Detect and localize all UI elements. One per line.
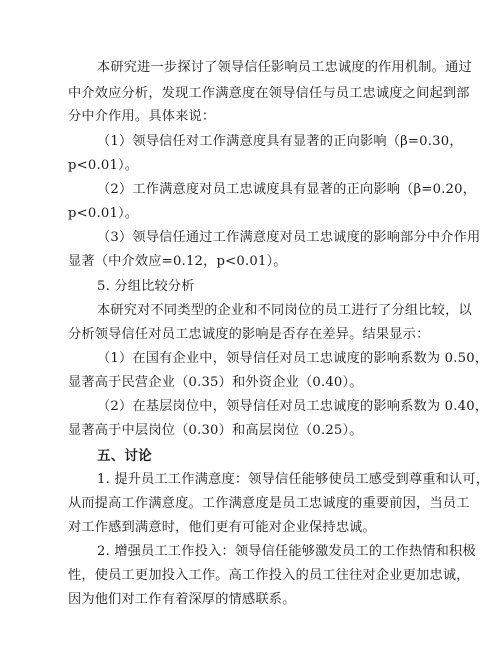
item-2-line-2: p<0.01）。 — [68, 206, 139, 221]
discussion-1-line-1: 1. 提升员工工作满意度：领导信任能够使员工感受到尊重和认可， — [97, 472, 490, 487]
paragraph-2-line-2: 分析领导信任对员工忠诚度的影响是否存在差异。结果显示： — [68, 327, 430, 342]
paragraph-1-line-2: 中介效应分析，发现工作满意度在领导信任与员工忠诚度之间起到部 — [68, 86, 470, 101]
item-3-line-1: （3）领导信任通过工作满意度对员工忠诚度的影响部分中介作用 — [97, 230, 481, 245]
item-4-line-2: 显著高于民营企业（0.35）和外资企业（0.40）。 — [68, 375, 363, 390]
section-heading-grouping: 5. 分组比较分析 — [97, 279, 195, 294]
item-5-line-2: 显著高于中层岗位（0.30）和高层岗位（0.25）。 — [68, 423, 363, 438]
discussion-2-line-3: 因为他们对工作有着深厚的情感联系。 — [68, 592, 296, 607]
item-1-line-1: （1）领导信任对工作满意度具有显著的正向影响（β=0.30， — [97, 134, 463, 149]
item-2-line-1: （2）工作满意度对员工忠诚度具有显著的正向影响（β=0.20， — [97, 182, 477, 197]
paragraph-1-line-1: 本研究进一步探讨了领导信任影响员工忠诚度的作用机制。通过 — [97, 60, 472, 75]
discussion-1-line-2: 从而提高工作满意度。工作满意度是员工忠诚度的重要前因，当员工 — [68, 496, 470, 511]
discussion-1-line-3: 对工作感到满意时，他们更有可能对企业保持忠诚。 — [68, 520, 376, 535]
paragraph-1-line-3: 分中介作用。具体来说： — [68, 109, 216, 124]
discussion-2-line-2: 性，使员工更加投入工作。高工作投入的员工往往对企业更加忠诚， — [68, 568, 470, 583]
discussion-2-line-1: 2. 增强员工工作投入：领导信任能够激发员工的工作热情和积极 — [97, 544, 476, 559]
section-heading-discussion: 五、讨论 — [97, 448, 152, 464]
item-4-line-1: （1）在国有企业中，领导信任对员工忠诚度的影响系数为 0.50， — [97, 351, 489, 366]
item-3-line-2: 显著（中介效应=0.12，p<0.01）。 — [68, 254, 287, 269]
item-5-line-1: （2）在基层岗位中，领导信任对员工忠诚度的影响系数为 0.40， — [97, 399, 489, 414]
paragraph-2-line-1: 本研究对不同类型的企业和不同岗位的员工进行了分组比较，以 — [97, 303, 472, 318]
item-1-line-2: p<0.01）。 — [68, 158, 139, 173]
